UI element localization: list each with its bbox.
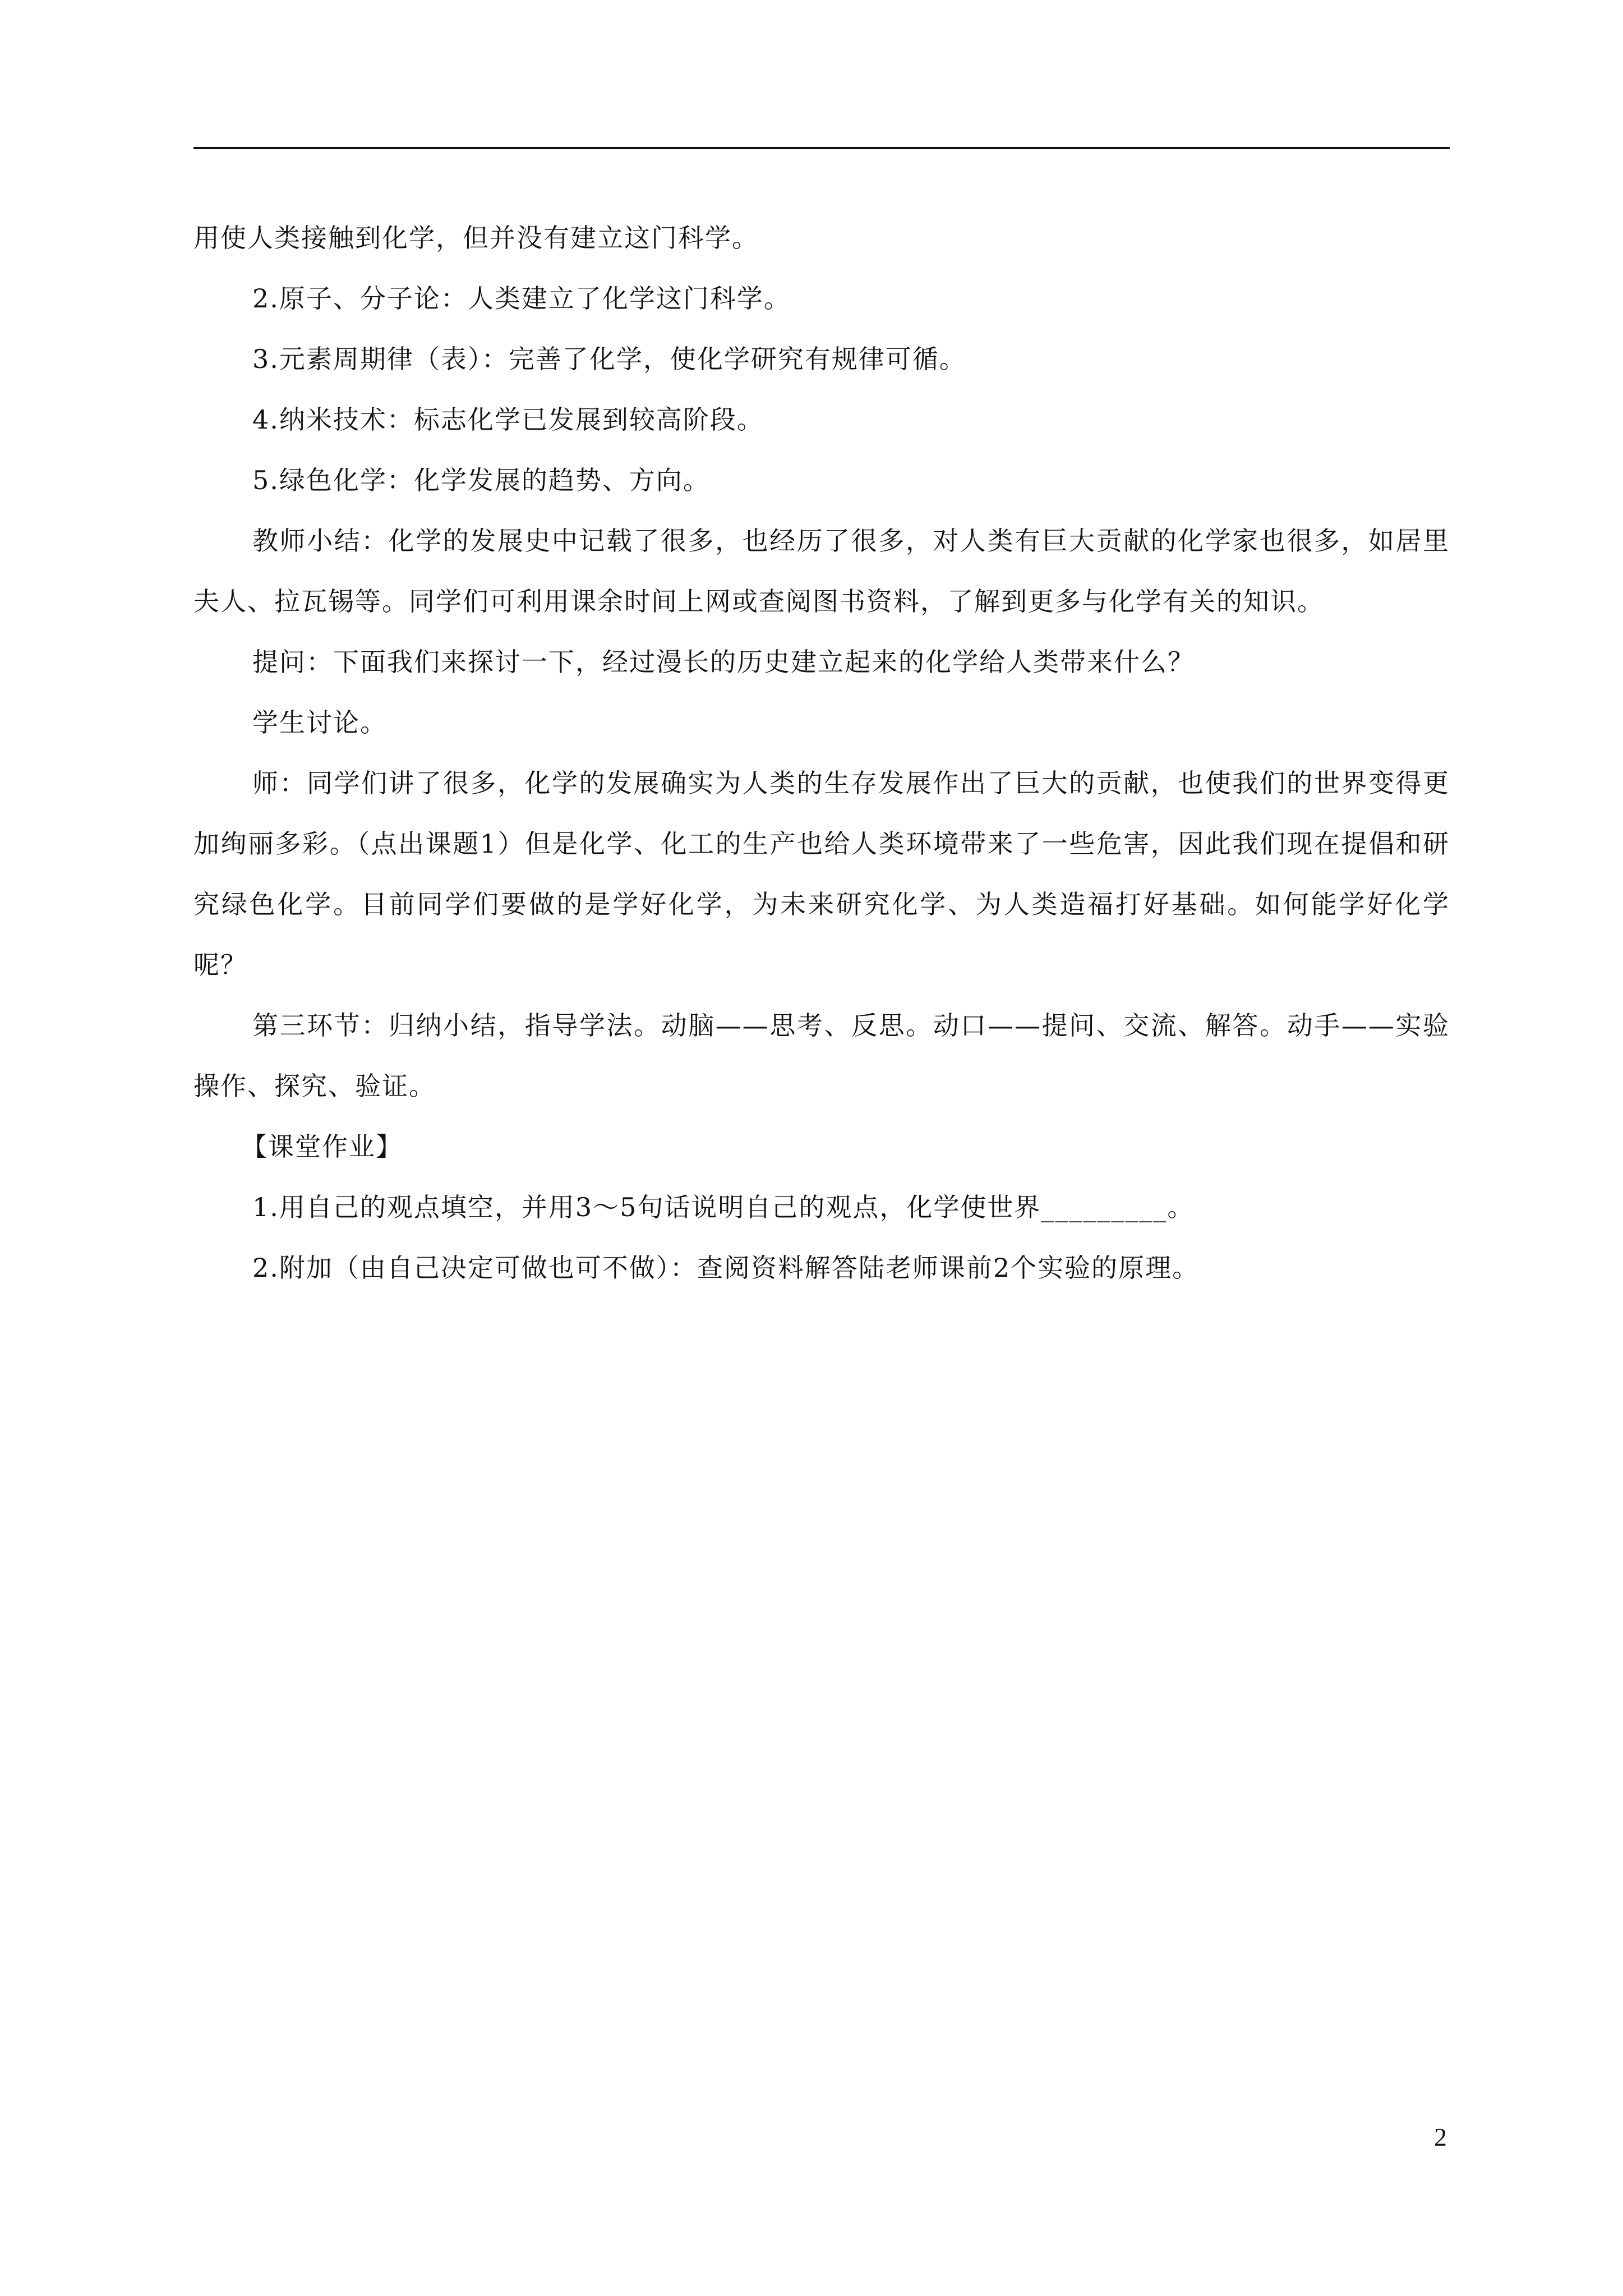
- homework-heading: 【课堂作业】: [241, 1131, 403, 1162]
- paragraph-teacher-remarks: 师：同学们讲了很多，化学的发展确实为人类的生存发展作出了巨大的贡献，也使我们的世界变得更加绚丽多彩。（点出课题1）但是化学、化工的生产也给人类环境带来了一些危害，因此我们现在提倡和研究绿色化学。目前同学们要做的是学好化学，为未来研究化学、为人类造福打好基础。如何能学好化学呢？: [193, 768, 1450, 980]
- paragraph-question: 提问：下面我们来探讨一下，经过漫长的历史建立起来的化学给人类带来什么？: [252, 647, 1195, 677]
- paragraph-third-section: 第三环节：归纳小结，指导学法。动脑——思考、反思。动口——提问、交流、解答。动手——实验操作、探究、验证。: [193, 1010, 1450, 1101]
- paragraph-continuation: 用使人类接触到化学，但并没有建立这门科学。: [193, 223, 759, 253]
- page-number: 2: [1434, 2123, 1447, 2151]
- paragraph-teacher-summary: 教师小结：化学的发展史中记载了很多，也经历了很多，对人类有巨大贡献的化学家也很多，如居里夫人、拉瓦锡等。同学们可利用课余时间上网或查阅图书资料，了解到更多与化学有关的知识。: [193, 526, 1450, 616]
- document-body: [193, 208, 1450, 1298]
- paragraph-student-discussion: 学生讨论。: [252, 707, 387, 738]
- paragraph-atomic-molecular-theory: 2.原子、分子论：人类建立了化学这门科学。: [252, 283, 791, 314]
- paragraph-periodic-law: 3.元素周期律（表）：完善了化学，使化学研究有规律可循。: [252, 344, 966, 374]
- homework-item-2: 2.附加（由自己决定可做也可不做）：查阅资料解答陆老师课前2个实验的原理。: [252, 1253, 1200, 1283]
- header-rule: [193, 147, 1450, 149]
- homework-item-1: 1.用自己的观点填空，并用3～5句话说明自己的观点，化学使世界_________。: [252, 1192, 1195, 1222]
- paragraph-nanotechnology: 4.纳米技术：标志化学已发展到较高阶段。: [252, 404, 764, 435]
- paragraph-green-chemistry: 5.绿色化学：化学发展的趋势、方向。: [252, 465, 710, 495]
